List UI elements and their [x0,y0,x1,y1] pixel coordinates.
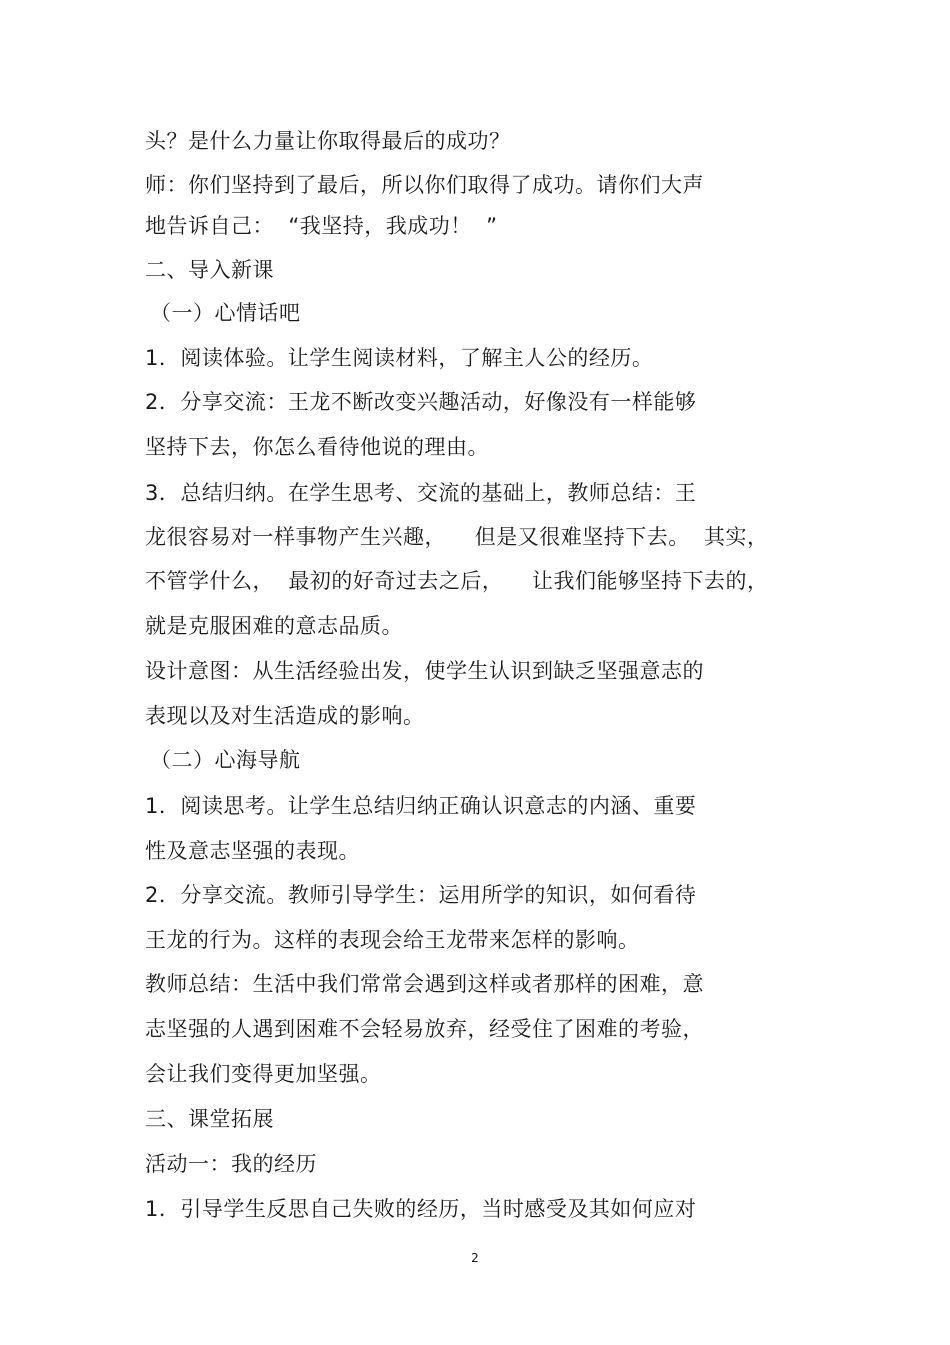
text-line: 王龙的行为。这样的表现会给王龙带来怎样的影响。 [145,928,640,952]
text-line: 就是克服困难的意志品质。 [145,614,403,638]
text-line: 教师总结：生活中我们常常会遇到这样或者那样的困难，意 [145,972,704,996]
text-line: 2．分享交流。教师引导学生：运用所学的知识，如何看待 [145,883,697,907]
text-line: 会让我们变得更加坚强。 [145,1062,382,1086]
text-line: 头？是什么力量让你取得最后的成功？ [145,129,511,153]
text-line: 2．分享交流：王龙不断改变兴趣活动，好像没有一样能够 [145,390,697,414]
text-line: 志坚强的人遇到困难不会轻易放弃，经受住了困难的考验， [145,1017,704,1041]
text-line: 1．阅读思考。让学生总结归纳正确认识意志的内涵、重要 [145,794,697,818]
subsection-heading: （二）心海导航 [150,748,301,772]
text-line: 不管学什么， 最初的好奇过去之后， 让我们能够坚持下去的， [145,569,769,593]
page-number: 2 [471,1251,479,1265]
subsection-heading: （一）心情话吧 [150,301,301,325]
section-heading: 二、导入新课 [145,258,274,282]
text-line: 设计意图：从生活经验出发，使学生认识到缺乏坚强意志的 [145,659,704,683]
text-line: 活动一：我的经历 [145,1152,317,1176]
text-line: 1．阅读体验。让学生阅读材料，了解主人公的经历。 [145,346,654,370]
section-heading: 三、课堂拓展 [145,1107,274,1131]
text-line: 龙很容易对一样事物产生兴趣， 但是又很难坚持下去。 其实， [145,525,769,549]
text-line: 1．引导学生反思自己失败的经历，当时感受及其如何应对 [145,1197,697,1221]
text-line: 坚持下去，你怎么看待他说的理由。 [145,435,489,459]
text-line: 师：你们坚持到了最后，所以你们取得了成功。请你们大声 [145,173,704,197]
text-line: 性及意志坚强的表现。 [145,839,360,863]
text-line: 地告诉自己： “我坚持，我成功！ ” [145,214,498,238]
text-line: 表现以及对生活造成的影响。 [145,704,425,728]
text-line: 3．总结归纳。在学生思考、交流的基础上，教师总结：王 [145,481,697,505]
